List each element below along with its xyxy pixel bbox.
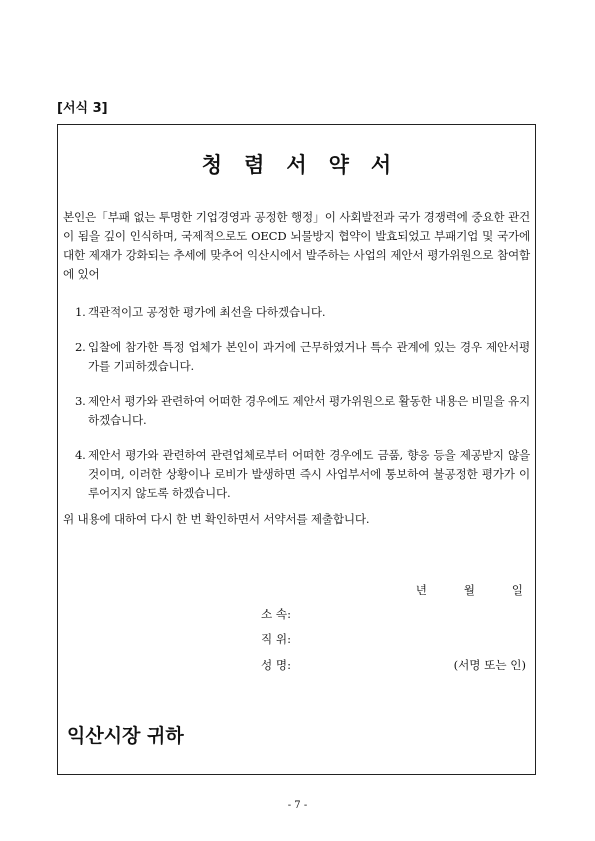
pledge-item [63, 338, 530, 376]
item-number: 3. [75, 394, 86, 408]
addressee: 익산시장 귀하 [67, 725, 184, 747]
intro-paragraph: 본인은「부패 없는 투명한 기업경영과 공정한 행정」이 사회발전과 국가 경쟁력에 중요한 관건이 됨을 깊이 인식하며, 국제적으로도 OECD 뇌물방지 협약이 발효되었고 부패기업 및 국가에 대한 제재가 강화되는 추세에 맞추어 익산시에서 발주하는 사업의 제안서 평가위원으로 참여함에 있어 [63, 210, 530, 281]
name-label: 성 명: [261, 658, 291, 672]
date-day: 일 [511, 583, 523, 597]
item-text: 입찰에 참가한 특정 업체가 본인이 과거에 근무하였거나 특수 관계에 있는 경우 제안서평가를 기피하겠습니다. [88, 340, 530, 373]
item-number: 4. [75, 448, 86, 462]
signature-affiliation [261, 605, 526, 624]
signature-name [261, 656, 526, 675]
item-number: 2. [75, 340, 86, 354]
page-number: - 7 - [287, 800, 308, 811]
seal-note: (서명 또는 인) [453, 658, 526, 672]
item-number: 1. [75, 305, 86, 319]
date-month: 월 [463, 583, 475, 597]
form-label: [서식 3] [57, 101, 108, 116]
closing-statement: 위 내용에 대하여 다시 한 번 확인하면서 서약서를 제출합니다. [63, 512, 370, 526]
pledge-frame [57, 124, 536, 775]
date-year: 년 [415, 583, 427, 597]
position-label: 직 위: [261, 632, 291, 646]
date-line [379, 582, 523, 598]
item-text: 객관적이고 공정한 평가에 최선을 다하겠습니다. [88, 305, 326, 319]
pledge-item [63, 446, 530, 503]
signature-position [261, 630, 526, 649]
item-text: 제안서 평가와 관련하여 어떠한 경우에도 제안서 평가위원으로 활동한 내용은 비밀을 유지하겠습니다. [88, 394, 530, 427]
pledge-item [63, 392, 530, 430]
item-text: 제안서 평가와 관련하여 관련업체로부터 어떠한 경우에도 금품, 향응 등을 제공받지 않을 것이며, 이러한 상황이나 로비가 발생하면 즉시 사업부서에 통보하여 불공정한 평가가 이루어지지 않도록 하겠습니다. [88, 448, 530, 500]
pledge-list [63, 303, 530, 504]
pledge-item [63, 303, 530, 322]
affiliation-label: 소 속: [261, 607, 291, 621]
document-title: 청렴서약서 [201, 153, 414, 177]
